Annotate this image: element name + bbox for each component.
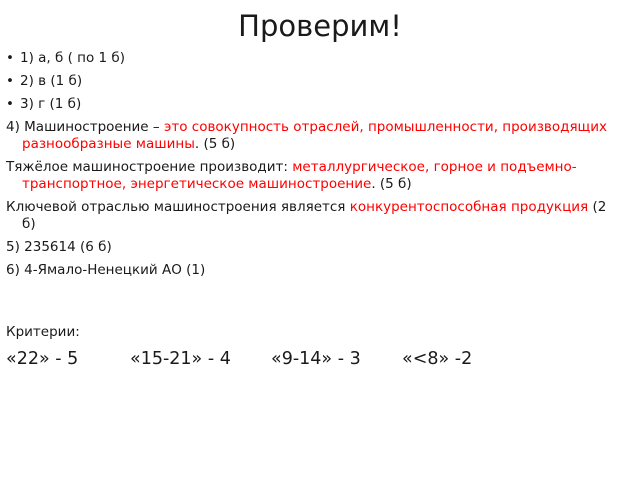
answer-lead: Ключевой отраслью машиностроения является: [6, 199, 350, 215]
answer-text: 1) а, б ( по 1 б): [20, 50, 126, 66]
answer-item-2: [6, 73, 616, 90]
answer-list: [6, 50, 616, 285]
bullet-icon: •: [6, 96, 14, 112]
answer-highlight: металлургическое, горное и подъемно-транспортное, энергетическое машиностроение: [22, 159, 577, 192]
bullet-icon: •: [6, 50, 14, 66]
answer-score: (2 б): [22, 199, 607, 232]
criteria-label: Критерии:: [6, 324, 80, 340]
criteria-item: «<8» -2: [402, 349, 473, 369]
answer-item-4: [6, 119, 616, 153]
criteria-item: «22» - 5: [6, 349, 79, 369]
answer-item-5: 5) 235614 (6 б): [6, 239, 112, 255]
answer-lead: Тяжёлое машиностроение производит:: [6, 159, 293, 175]
answer-item-1: [6, 50, 616, 67]
answer-score: . (5 б): [371, 176, 412, 192]
key-industry-answer: [6, 199, 616, 233]
criteria-item: «9-14» - 3: [271, 349, 361, 369]
criteria-item: «15-21» - 4: [130, 349, 231, 369]
criteria-row: [6, 348, 472, 370]
answer-highlight: это совокупность отраслей, промышленности, производящих разнообразные машины: [22, 119, 608, 152]
answer-text: 3) г (1 б): [20, 96, 82, 112]
answer-item-6: 6) 4-Ямало-Ненецкий АО (1): [6, 262, 206, 278]
answer-highlight: конкурентоспособная продукция: [349, 199, 589, 215]
bullet-icon: •: [6, 73, 14, 89]
heavy-machinery-answer: [6, 159, 616, 193]
slide-title: Проверим!: [238, 9, 402, 43]
answer-lead: 4) Машиностроение –: [6, 119, 164, 135]
answer-text: 2) в (1 б): [20, 73, 83, 89]
answer-item-3: [6, 96, 616, 113]
answer-score: . (5 б): [194, 136, 236, 152]
